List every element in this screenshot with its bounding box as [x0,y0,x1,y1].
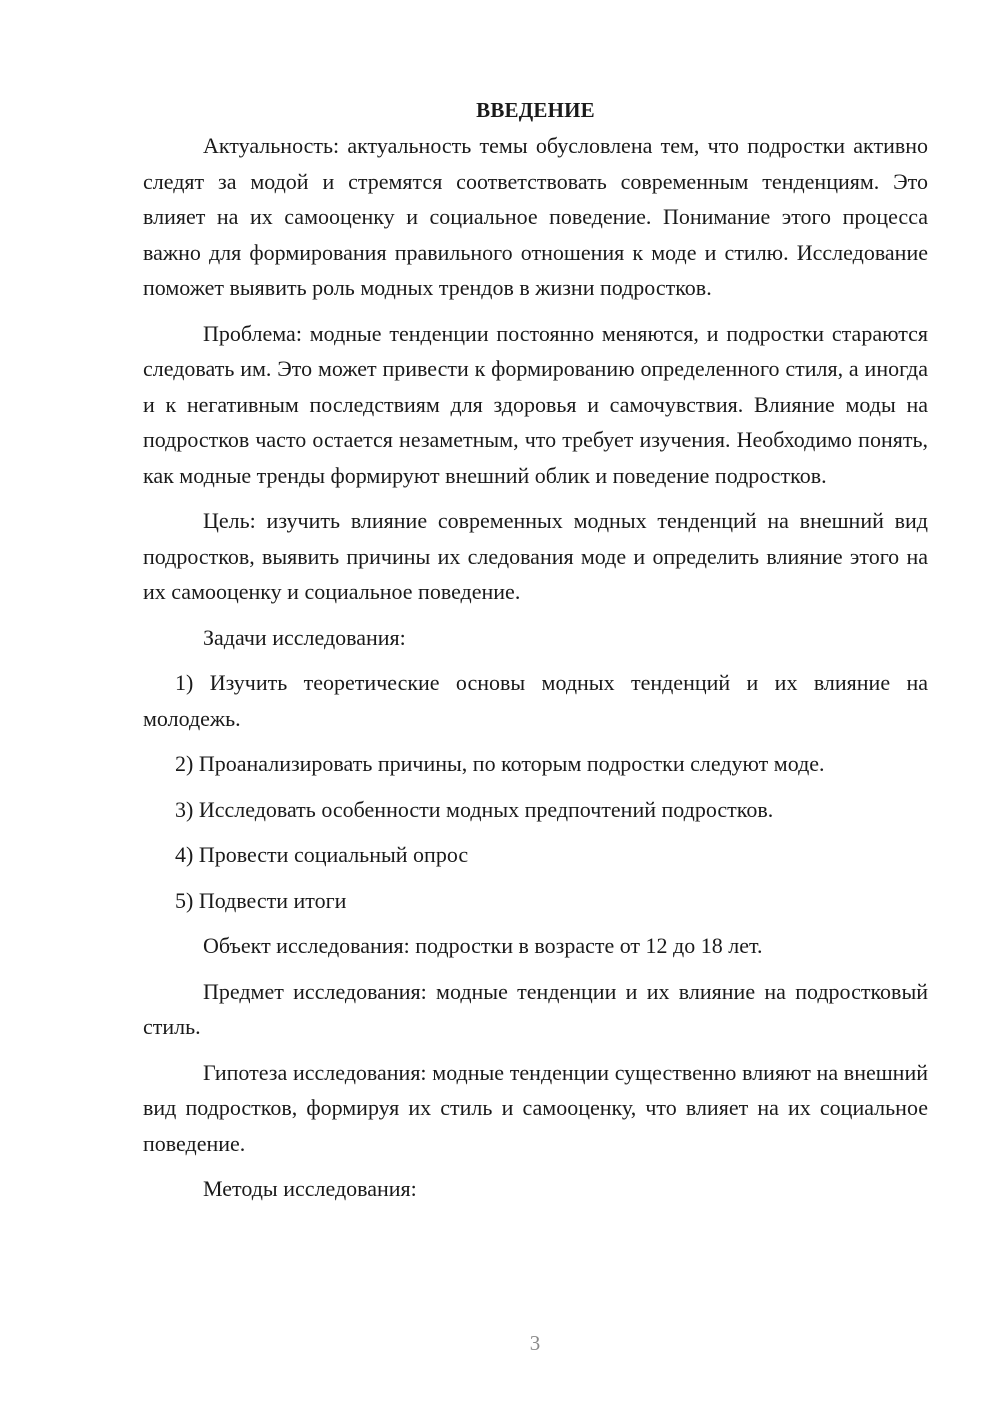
paragraph-hypothesis: Гипотеза исследования: модные тенденции существенно влияют на внешний вид подростков, формируя их стиль и самооценку, что влияет на их социальное поведение. [143,1059,928,1156]
task-item-5: 5) Подвести итоги [175,887,347,913]
paragraph-goal: Цель: изучить влияние современных модных тенденций на внешний вид подростков, выявить причины их следования моде и определить влияние этого на их самооценку и социальное поведение. [143,508,928,604]
task-item-3: 3) Исследовать особенности модных предпочтений подростков. [175,796,774,822]
paragraph-tasks-heading: Задачи исследования: [203,624,406,650]
paragraph-methods: Методы исследования: [203,1176,417,1201]
paragraph-problem: Проблема: модные тенденции постоянно меняются, и подростки стараются следовать им. Это может привести к формированию определенного стиля, а иногда и к негативным последствиям для здоровья и самочувствия. Влияние моды на подростков часто остается незаметным, что требует изучения. Необходимо понять, как модные тренды формируют внешний облик и поведение подростков. [143,320,928,488]
document-page [143,93,928,1217]
paragraph-relevance: Актуальность: актуальность темы обусловлена тем, что подростки активно следят за модой и стремятся соответствовать современным тенденциям. Это влияет на их самооценку и социальное поведение. Понимание этого процесса важно для формирования правильного отношения к моде и стилю. Исследование поможет выявить роль модных трендов в жизни подростков. [143,133,928,300]
task-item-2: 2) Проанализировать причины, по которым подростки следуют моде. [175,751,825,776]
paragraph-object: Объект исследования: подростки в возрасте от 12 до 18 лет. [203,933,763,958]
task-item-4: 4) Провести социальный опрос [175,842,469,867]
section-title: ВВЕДЕНИЕ [476,98,595,122]
task-item-1: 1) Изучить теоретические основы модных тенденций и их влияние на молодежь. [143,670,928,731]
page-number: 3 [529,1331,541,1355]
paragraph-subject: Предмет исследования: модные тенденции и их влияние на подростковый стиль. [143,978,928,1039]
